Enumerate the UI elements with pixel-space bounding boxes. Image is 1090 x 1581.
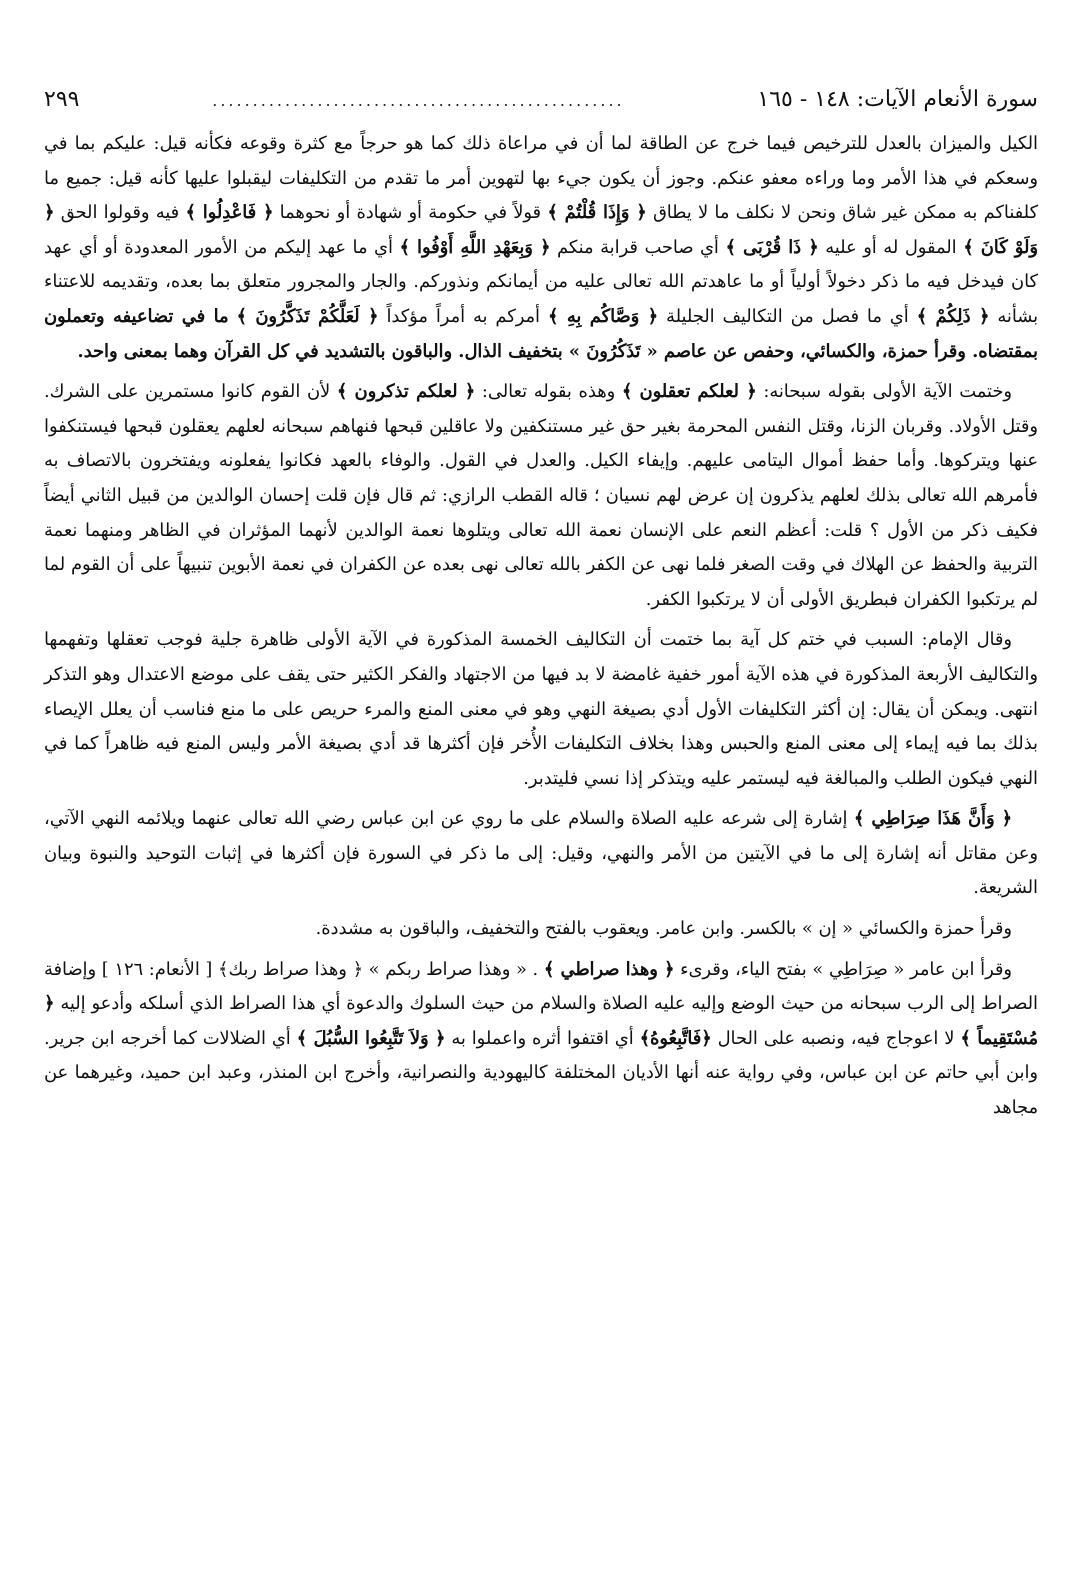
quran-verse: ﴿ لَعَلَّكُمْ تَذَكَّرُونَ ﴾	[236, 305, 379, 327]
paragraph-2	[44, 375, 1038, 617]
quran-verse: ﴿ وَإِذَا قُلْتُمْ ﴾	[547, 202, 647, 224]
text: إشارة إلى شرعه عليه الصلاة والسلام على ما روي عن ابن عباس رضي الله تعالى عنهما ويلائمه النهي الآتي، وعن مقاتل أنه إشارة إلى ما في الآيتين من الأمر والنهي، وقيل: إلى ما ذكر في السورة فإن أكثرها في إثبات التوحيد والنبوة وبيان الشريعة.	[44, 808, 1038, 899]
quran-verse: ﴿ لعلكم تذكرون ﴾	[336, 381, 476, 403]
text: وهذه بقوله تعالى:	[481, 381, 616, 403]
text: فيه وقولوا الحق	[60, 202, 180, 224]
quran-verse: ﴿ ذَلِكُمْ ﴾	[916, 305, 990, 327]
text: وقرأ حمزة والكسائي « إن » بالكسر. وابن عامر. ويعقوب بالفتح والتخفيف، والباقون به مشددة.	[315, 918, 1012, 940]
page-number: ٢٩٩	[44, 87, 80, 112]
quran-verse: ﴿ وَأَنَّ هَذَا صِرَاطِي ﴾	[853, 808, 1012, 830]
text: وقال الإمام: السبب في ختم كل آية بما ختمت أن التكاليف الخمسة المذكورة في الآية الأولى ظاهرة جلية فوجب تعقلها وتفهمها والتكاليف الأربعة المذكورة في هذه الآية أمور خفية غامضة لا بد فيها من الاجتهاد والفكر الكثير حتى يقف على موضع الاعتدال وهو التذكر انتهى. ويمكن أن يقال: إن أكثر التكليفات الأول أدي بصيغة النهي وهو في معنى المنع والمرء حريص على ما منع فناسب أن يعلل الإيصاء بذلك بما فيه إيماء إلى معنى المنع والحبس وهذا بخلاف التكليفات الأُخر فإن أكثرها قد أدي بصيغة الأمر وليس المنع فيه ظاهراً كما في النهي فيكون الطلب والمبالغة فيه ليستمر عليه ويتذكر إذا نسي فليتدبر.	[44, 629, 1038, 789]
text: المقول له أو عليه	[825, 236, 957, 258]
quran-verse: ﴿ مُسْتَقِيماً ﴾	[44, 993, 1039, 1049]
paragraph-1	[44, 127, 1038, 369]
paragraph-3	[44, 623, 1038, 796]
quran-verse: ﴿ وَلاَ تَتَّبِعُوا السُّبُلَ ﴾	[296, 1027, 446, 1049]
text: لأن القوم كانوا مستمرين على الشرك. وقتل الأولاد. وقربان الزنا، وقتل النفس المحرمة بغير حق غير مستنكفين ولا عاقلين قبحها فنهاهم سبحانه لعلهم يعقلون قبحها فيستنكفوا عنها ويتركوها. وأما حفظ أموال اليتامى عليهم. وإيفاء الكيل. والعدل في القول. والوفاء بالعهد فكانوا يفعلونه ويفتخرون بالاتصاف به فأمرهم الله تعالى بذلك لعلهم يذكرون إن عرض لهم نسيان ؛ قاله القطب الرازي: ثم قال فإن قلت إحسان الوالدين من قبيل الثاني أيضاً فكيف ذكر من الأول ؟ قلت: أعظم النعم على الإنسان نعمة الله تعالى ويتلوها نعمة الوالدين لأنهما المؤثران في الظاهر ومنهما نعمة التربية والحفظ عن الهلاك في وقت الصغر فلما نهى عن الكفر بالله تعالى نهى بعده عن الكفران في نعمة الأبوين تنبيهاً على أن القوم لما لم يرتكبوا الكفران فبطريق الأولى أن لا يرتكبوا الكفر.	[44, 381, 1038, 610]
paragraph-5	[44, 912, 1038, 947]
text: قولاً في حكومة أو شهادة أو نحوهما	[279, 202, 542, 224]
text: وختمت الآية الأولى بقوله سبحانه:	[763, 381, 1012, 403]
leader-dots: ...................................................	[212, 91, 625, 110]
page-header	[44, 80, 1038, 121]
text: أي ما فصل من التكاليف الجليلة	[666, 305, 909, 327]
quran-verse: ﴿ ذَا قُرْبَى ﴾	[725, 236, 819, 258]
text: وقرأ ابن عامر « صِرَاطِي » بفتح الياء، وقرىء	[680, 958, 1012, 980]
paragraph-6	[44, 953, 1038, 1126]
text: أي صاحب قرابة منكم	[557, 236, 719, 258]
bold-text: ما في تضاعيفه وتعملون بمقتضاه. وقرأ حمزة، والكسائي، وحفص عن عاصم « تَذَكُرُونَ » بتخفيف الذال. والباقون بالتشديد في كل القرآن وهما بمعنى واحد.	[44, 305, 1038, 362]
quran-verse: ﴿ وَصَّاكُم بِهِ ﴾	[547, 305, 659, 327]
quran-verse: ﴿ وَبِعَهْدِ اللَّهِ أَوْفُوا ﴾	[399, 236, 551, 258]
text: أمركم به أمراً مؤكداً	[386, 305, 540, 327]
paragraph-4	[44, 802, 1038, 906]
text: أي اقتفوا أثره واعملوا به	[451, 1027, 634, 1049]
text: الكيل والميزان بالعدل للترخيص فيما خرج عن الطاقة لما أن في مراعاة ذلك كما هو حرجاً مع كثرة وقوعه فكأنه قيل: عليكم بما في وسعكم في هذا الأمر وما وراءه معفو عنكم. وجوز أن يكون جيء بها لتهوين أمر ما تقدم من التكليفات ليقبلوا عليها كأنه قيل: جميع ما كلفناكم به ممكن غير شاق ونحن لا نكلف ما لا يطاق	[44, 133, 1039, 224]
quran-verse: ﴿ فَاعْدِلُوا ﴾	[185, 202, 274, 224]
quran-verse: ﴿ وَلَوْ كَانَ ﴾	[44, 202, 1038, 258]
text: أي الضلالات كما أخرجه ابن جرير. وابن أبي حاتم عن ابن عباس، وفي رواية عنه أنها الأديان المختلفة كاليهودية والنصرانية، وأخرج ابن المنذر، وعبد ابن حميد، وغيرهما عن مجاهد	[44, 1027, 1038, 1119]
text: لا اعوجاج فيه، ونصبه على الحال	[717, 1027, 955, 1049]
text: . « وهذا صراط ربكم » ﴿ وهذا صراط ربك﴾ [ الأنعام: ١٢٦ ] وإضافة الصراط إلى الرب سبحانه من حيث الوضع وإليه عليه الصلاة والسلام من حيث السلوك والدعوة أي هذا الصراط الذي أسلكه وأدعو إليه	[44, 958, 1038, 1015]
quran-verse: ﴿فَاتَّبِعُوهُ﴾	[639, 1027, 712, 1049]
running-title: سورة الأنعام الآيات: ١٤٨ - ١٦٥	[757, 87, 1038, 112]
text: أي ما عهد إليكم من الأمور المعدودة أو أي عهد كان فيدخل فيه ما ذكر دخولاً أولياً أو ما عاهدتم الله تعالى عليه من أيمانكم ونذوركم. والجار والمجرور متعلق بما بعده، وتقديمه للاعتناء بشأنه	[44, 236, 1039, 327]
quran-verse: ﴿ وهذا صراطي ﴾	[543, 958, 675, 980]
quran-verse: ﴿ لعلكم تعقلون ﴾	[621, 381, 757, 403]
